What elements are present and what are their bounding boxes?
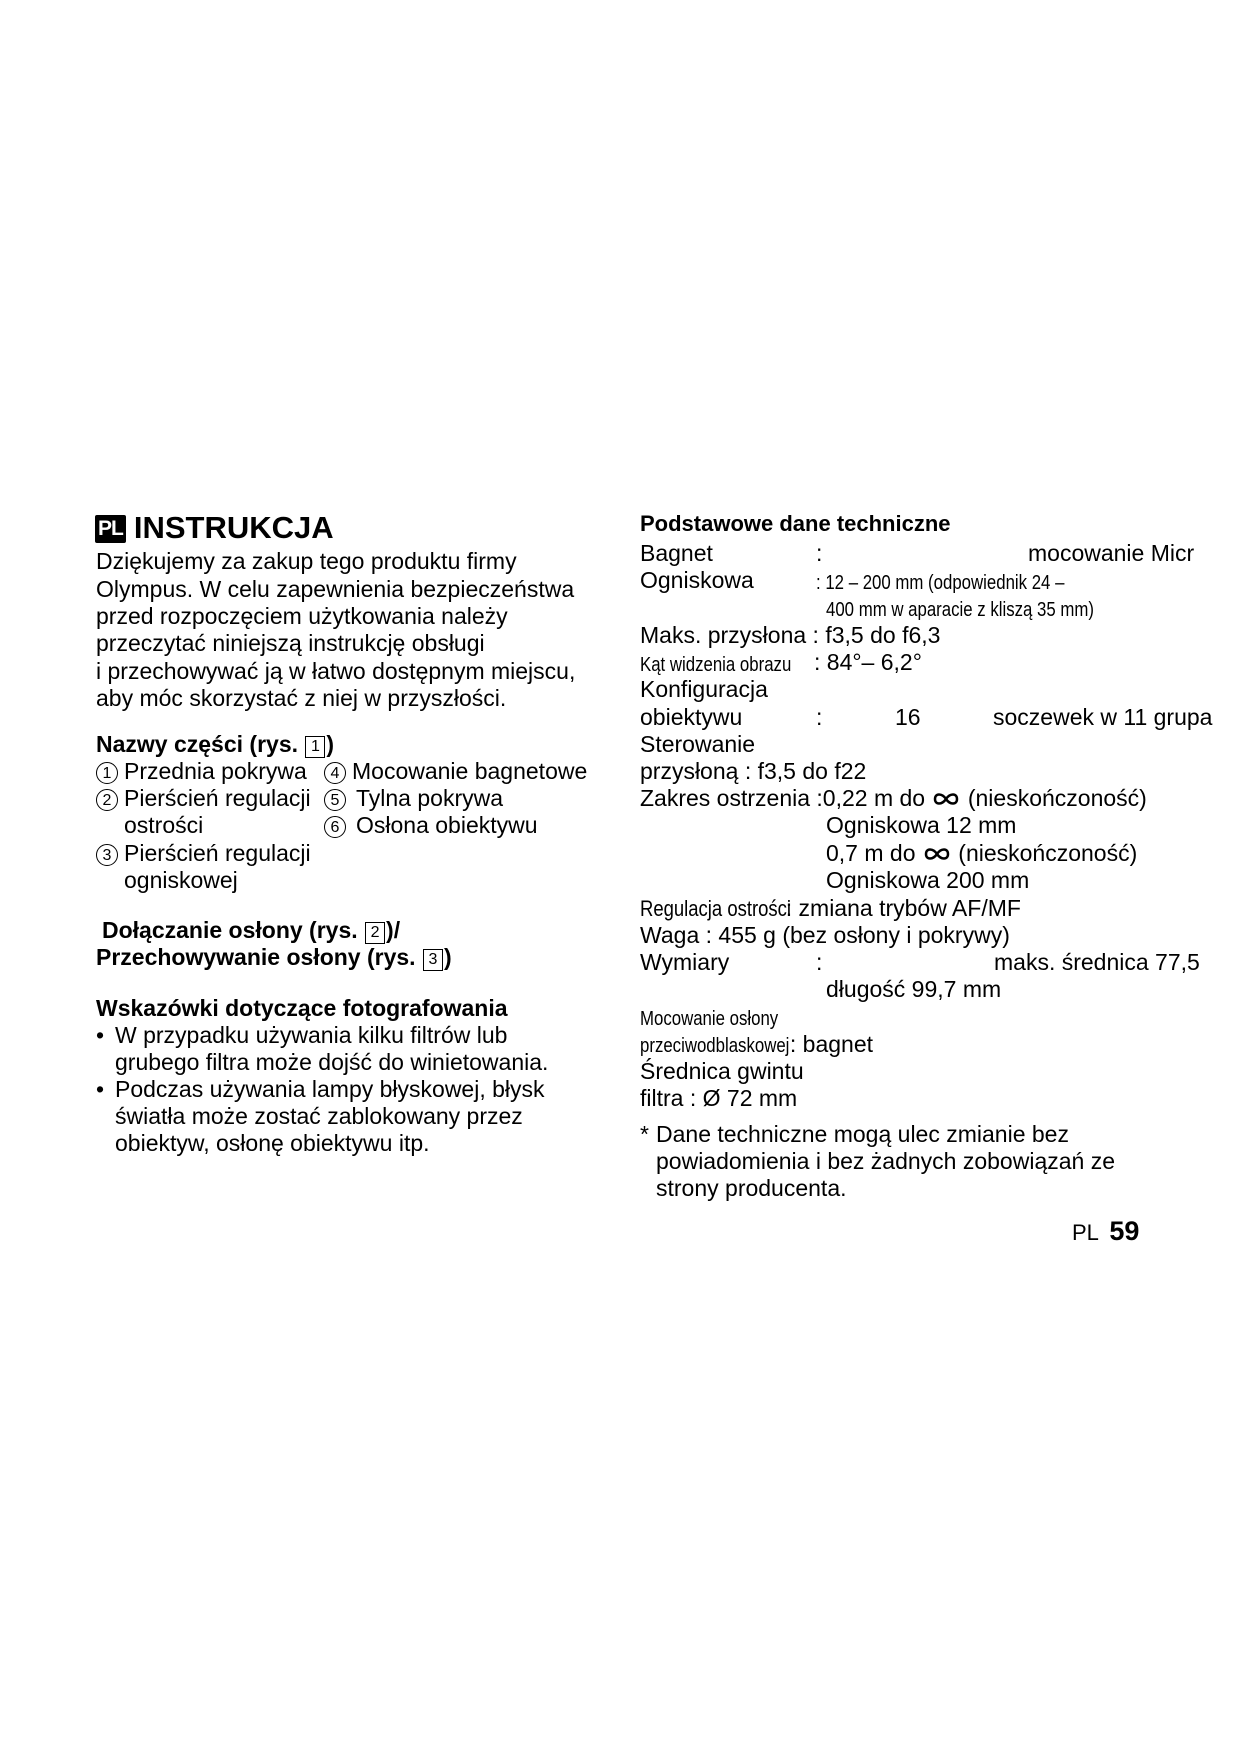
part-number: 2 bbox=[96, 789, 118, 811]
tip-bullet: • bbox=[96, 1022, 105, 1048]
note-star: * bbox=[640, 1121, 649, 1147]
spec-value: Ogniskowa 12 mm bbox=[826, 812, 1017, 838]
spec-value bbox=[816, 568, 1112, 597]
intro-line: przeczytać niniejszą instrukcję obsługi bbox=[96, 630, 485, 656]
spec-label-text: Mocowanie osłony bbox=[640, 1008, 779, 1030]
spec-row bbox=[640, 785, 1147, 812]
spec-colon: : bbox=[816, 949, 823, 975]
spec-label: Średnica gwintu bbox=[640, 1058, 804, 1084]
intro-line: i przechowywać ją w łatwo dostępnym miejscu, bbox=[96, 658, 576, 684]
spec-value: maks. średnica 77,5 bbox=[994, 949, 1200, 975]
spec-label-text: Kąt widzenia obrazu bbox=[640, 654, 792, 676]
figure-ref-3: 3 bbox=[423, 949, 443, 971]
part-item bbox=[96, 785, 311, 812]
spec-label-text: przeciwodblaskowej bbox=[640, 1035, 790, 1057]
store-heading-text: Przechowywanie osłony (rys. bbox=[96, 944, 422, 970]
attach-heading bbox=[102, 917, 400, 944]
page-footer bbox=[1072, 1216, 1139, 1247]
spec-value: soczewek w 11 grupa bbox=[993, 704, 1213, 730]
specs-heading: Podstawowe dane techniczne bbox=[640, 511, 951, 536]
spec-value bbox=[826, 840, 1137, 867]
part-label-cont: ogniskowej bbox=[124, 867, 238, 893]
part-label: Tylna pokrywa bbox=[356, 785, 504, 811]
tips-heading: Wskazówki dotyczące fotografowania bbox=[96, 995, 508, 1021]
spec-row: przysłoną : f3,5 do f22 bbox=[640, 758, 867, 784]
part-label: Przednia pokrywa bbox=[124, 758, 307, 784]
spec-label: obiektywu bbox=[640, 704, 743, 730]
language-code: PL bbox=[1072, 1220, 1099, 1245]
intro-line: przed rozpoczęciem użytkowania należy bbox=[96, 603, 508, 629]
parts-heading-text: Nazwy części (rys. bbox=[96, 731, 305, 757]
part-number: 4 bbox=[324, 762, 346, 784]
part-item bbox=[96, 758, 307, 785]
figure-ref-1: 1 bbox=[305, 736, 325, 758]
part-label: Mocowanie bagnetowe bbox=[352, 758, 588, 784]
spec-value-text: (nieskończoność) bbox=[958, 840, 1138, 866]
spec-row: Maks. przysłona : f3,5 do f6,3 bbox=[640, 622, 941, 648]
spec-label: Konfiguracja bbox=[640, 676, 768, 702]
part-number: 3 bbox=[96, 844, 118, 866]
infinity-icon bbox=[931, 791, 961, 807]
infinity-icon bbox=[922, 846, 952, 862]
part-item bbox=[324, 758, 587, 785]
spec-value bbox=[826, 595, 1145, 624]
spec-value-text: 400 mm w aparacie z kliszą 35 mm) bbox=[826, 599, 1094, 621]
tip-line: Podczas używania lampy błyskowej, błysk bbox=[115, 1076, 545, 1102]
attach-heading-close: )/ bbox=[386, 917, 401, 943]
tip-line: obiektyw, osłonę obiektywu itp. bbox=[115, 1130, 430, 1156]
spec-label: Sterowanie bbox=[640, 731, 756, 757]
part-item bbox=[324, 785, 503, 812]
note-line: Dane techniczne mogą ulec zmianie bez bbox=[656, 1121, 1069, 1147]
page-number: 59 bbox=[1109, 1216, 1140, 1246]
part-label: Pierścień regulacji bbox=[124, 785, 311, 811]
spec-value: długość 99,7 mm bbox=[826, 976, 1002, 1002]
part-number: 5 bbox=[324, 789, 346, 811]
section-title bbox=[95, 510, 334, 546]
part-item bbox=[324, 812, 538, 839]
part-number: 1 bbox=[96, 762, 118, 784]
spec-label: Wymiary bbox=[640, 949, 730, 975]
spec-value-text: : bagnet bbox=[789, 1031, 874, 1057]
spec-value: mocowanie Micr bbox=[1028, 540, 1195, 566]
part-label: Pierścień regulacji bbox=[124, 840, 311, 866]
parts-heading bbox=[96, 731, 334, 758]
part-item bbox=[96, 840, 311, 867]
spec-label-text: Zakres ostrzenia :0,22 m do bbox=[640, 785, 926, 811]
spec-label bbox=[640, 650, 820, 679]
spec-row: filtra : Ø 72 mm bbox=[640, 1085, 798, 1111]
intro-line: aby móc skorzystać z niej w przyszłości. bbox=[96, 685, 507, 711]
language-badge: PL bbox=[95, 515, 126, 543]
store-heading-close: ) bbox=[443, 944, 452, 970]
spec-colon: : bbox=[816, 540, 823, 566]
spec-value-text: : zmiana trybów AF/MF bbox=[785, 895, 1021, 921]
page-title: INSTRUKCJA bbox=[133, 510, 334, 545]
spec-label-text: Regulacja ostrości bbox=[640, 896, 791, 921]
tip-line: światła może zostać zablokowany przez bbox=[115, 1103, 523, 1129]
part-label-cont: ostrości bbox=[124, 812, 204, 838]
note-line: strony producenta. bbox=[656, 1175, 847, 1201]
spec-row bbox=[640, 1031, 873, 1060]
intro-line: Olympus. W celu zapewnienia bezpieczeństwa bbox=[96, 576, 575, 602]
parts-heading-close: ) bbox=[326, 731, 335, 757]
spec-label: Ogniskowa bbox=[640, 567, 754, 593]
spec-value: 16 bbox=[895, 704, 921, 730]
store-heading bbox=[96, 944, 452, 971]
spec-value: : 84°– 6,2° bbox=[814, 649, 922, 675]
figure-ref-2: 2 bbox=[365, 922, 385, 944]
spec-value-text: : 12 – 200 mm (odpowiednik 24 – bbox=[816, 572, 1065, 594]
tip-bullet: • bbox=[96, 1076, 105, 1102]
part-number: 6 bbox=[324, 816, 346, 838]
spec-label bbox=[640, 1004, 805, 1033]
spec-value-text: (nieskończoność) bbox=[967, 785, 1147, 811]
spec-row bbox=[640, 895, 1021, 922]
spec-label: Bagnet bbox=[640, 540, 713, 566]
spec-value-text: 0,7 m do bbox=[826, 840, 916, 866]
spec-colon: : bbox=[816, 704, 823, 730]
spec-row: Waga : 455 g (bez osłony i pokrywy) bbox=[640, 922, 1010, 948]
tip-line: grubego filtra może dojść do winietowania. bbox=[115, 1049, 549, 1075]
attach-heading-text: Dołączanie osłony (rys. bbox=[102, 917, 365, 943]
part-label: Osłona obiektywu bbox=[356, 812, 538, 838]
tip-line: W przypadku używania kilku filtrów lub bbox=[115, 1022, 508, 1048]
spec-value: Ogniskowa 200 mm bbox=[826, 867, 1030, 893]
intro-line: Dziękujemy za zakup tego produktu firmy bbox=[96, 548, 517, 574]
note-line: powiadomienia i bez żadnych zobowiązań ze bbox=[656, 1148, 1116, 1174]
